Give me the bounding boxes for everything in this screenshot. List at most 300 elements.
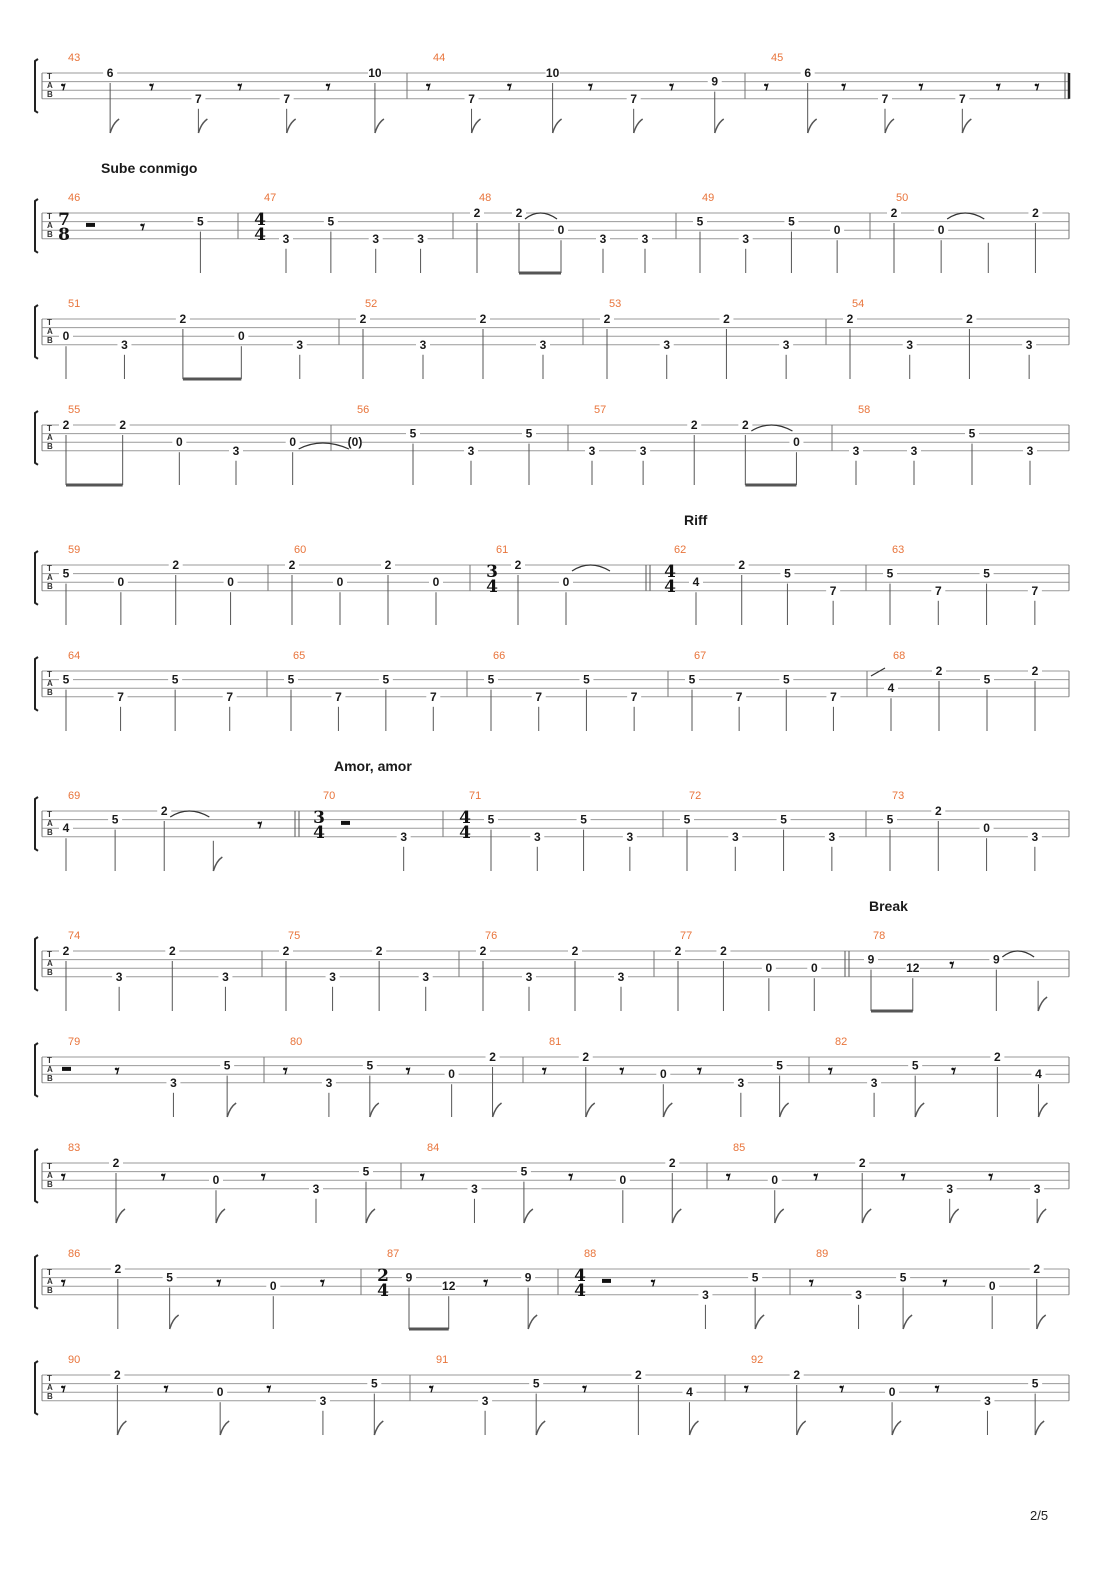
system-bracket [35,937,38,991]
fret-number: 0 [557,223,565,238]
fret-number: 5 [223,1058,231,1073]
measure-number: 45 [771,52,784,64]
tab-clef-letter: B [47,1286,53,1295]
fret-number: 3 [312,1181,320,1196]
system-bracket [35,1149,38,1203]
measure-number: 56 [357,404,370,416]
fret-number: 2 [288,558,296,572]
fret-number: 7 [283,91,291,106]
fret-number: 3 [1031,829,1039,844]
eighth-flag [374,1421,383,1435]
fret-number: 3 [232,443,240,458]
eighth-flag [528,1315,537,1329]
tie [572,565,610,571]
fret-number: 7 [829,583,837,598]
tab-clef-letter: B [47,90,53,99]
eighth-rest: 𝄾 [61,1378,66,1400]
measure-number: 68 [893,650,906,662]
fret-number: 2 [934,804,942,818]
measure-number: 76 [485,930,498,942]
measure-number: 61 [496,544,509,556]
tab-clef-letter: T [47,810,52,819]
fret-number: 9 [867,952,875,967]
measure-number: 48 [479,192,492,204]
eighth-flag [808,119,817,133]
tab-clef-letter: B [47,582,53,591]
eighth-flag [553,119,562,133]
fret-number: 5 [287,672,295,687]
measure-number: 62 [674,544,687,556]
eighth-rest: 𝄾 [257,814,263,836]
fret-number: 0 [216,1385,224,1400]
measure-number: 80 [290,1036,303,1048]
eighth-rest: 𝄾 [951,1060,957,1082]
fret-number: 0 [833,223,841,238]
half-rest [602,1279,611,1283]
fret-number: 0 [62,329,70,344]
measure-number: 90 [68,1354,81,1366]
eighth-rest: 𝄾 [809,1272,814,1294]
fret-number: 0 [175,435,183,450]
measure-number: 51 [68,298,81,310]
fret-number: 2 [375,944,383,958]
eighth-rest: 𝄾 [744,1378,749,1400]
fret-number: 3 [742,231,750,246]
eighth-flag [962,119,971,133]
measure-number: 84 [427,1142,440,1154]
fret-number: 2 [690,418,698,432]
eighth-rest: 𝄾 [320,1272,325,1294]
eighth-rest: 𝄾 [405,1060,411,1082]
tab-system [35,52,1069,133]
fret-number: 2 [479,944,487,958]
eighth-flag [715,119,724,133]
eighth-rest: 𝄾 [61,76,66,98]
eighth-rest: 𝄾 [114,1060,120,1082]
eighth-rest: 𝄾 [325,76,331,98]
eighth-rest: 𝄾 [764,76,769,98]
eighth-flag [198,119,207,133]
fret-number: 3 [1025,337,1033,352]
tab-clef-letter: T [47,1162,52,1171]
tab-clef-letter: A [47,679,53,688]
tab-system [35,544,1069,625]
time-signature-top: 4 [254,209,266,230]
measure-number: 59 [68,544,81,556]
measure-number: 58 [858,404,871,416]
fret-number: 3 [906,337,914,352]
fret-number: 7 [535,689,543,704]
tab-clef-letter: T [47,1268,52,1277]
fret-number: 3 [855,1287,862,1302]
tab-clef-letter: A [47,1383,53,1392]
fret-number: 5 [197,214,204,229]
tab-system [35,1354,1069,1435]
time-signature-top: 4 [664,561,676,582]
fret-number: 2 [720,944,727,958]
system-bracket [35,657,38,711]
eighth-flag [116,1209,125,1223]
fret-number: 5 [382,672,390,687]
fret-number: 2 [674,944,682,958]
measure-number: 49 [702,192,715,204]
fret-number: 5 [784,566,791,581]
fret-number: 7 [958,91,966,106]
fret-number: 3 [539,337,547,352]
eighth-rest: 𝄾 [568,1166,574,1188]
measure-number: 79 [68,1036,81,1048]
tab-clef-letter: B [47,828,53,837]
tie [170,811,209,817]
system-bracket [35,1043,38,1097]
tab-system [35,192,1069,273]
measure-number: 89 [816,1248,829,1260]
fret-number: 3 [170,1075,177,1090]
eighth-flag [1038,1103,1047,1117]
fret-number: 7 [735,689,743,704]
fret-number: 3 [372,231,380,246]
tab-clef-letter: A [47,959,53,968]
fret-number: 5 [899,1270,907,1285]
time-signature-bottom: 4 [664,576,676,597]
measure-number: 81 [549,1036,562,1048]
fret-number: 3 [599,231,607,246]
eighth-flag [903,1315,912,1329]
section-label: Sube conmigo [101,160,198,176]
tab-clef-letter: A [47,819,53,828]
tab-system [35,1248,1069,1329]
fret-number: 0 [336,575,344,590]
fret-number: 5 [525,426,533,441]
eighth-flag [1038,997,1047,1011]
tab-clef-letter: B [47,230,53,239]
fret-number: 0 [448,1067,455,1082]
fret-number: 5 [362,1164,370,1179]
fret-number: 3 [626,829,634,844]
fret-number: 0 [771,1173,779,1188]
eighth-rest: 𝄾 [996,76,1001,98]
fret-number: 0 [289,435,297,450]
fret-number: 6 [804,66,812,80]
tab-clef-letter: A [47,573,53,582]
fret-number: 2 [114,1262,122,1276]
measure-number: 50 [896,192,909,204]
fret-number: 2 [514,558,522,572]
fret-number: 3 [121,337,128,352]
measure-number: 71 [469,790,482,802]
measure-number: 60 [294,544,307,556]
fret-number: 3 [417,231,424,246]
eighth-rest: 𝄾 [839,1378,845,1400]
fret-number: 5 [171,672,179,687]
eighth-rest: 𝄾 [726,1166,731,1188]
fret-number: 4 [887,681,895,696]
eighth-rest: 𝄾 [237,76,243,98]
eighth-flag [689,1421,698,1435]
fret-number: 4 [686,1385,693,1400]
fret-number: 0 [810,961,818,976]
fret-number: 3 [471,1181,478,1196]
tab-clef-letter: T [47,670,52,679]
tab-clef-letter: T [47,1374,52,1383]
time-signature-top: 3 [486,561,498,582]
eighth-flag [915,1103,924,1117]
fret-number: 7 [429,689,437,704]
time-signature-bottom: 4 [254,224,266,245]
half-rest [86,223,95,227]
fret-number: 5 [983,672,991,687]
fret-number: 3 [617,969,625,984]
eighth-flag [493,1103,502,1117]
eighth-rest: 𝄾 [61,1166,66,1188]
fret-number: 5 [782,672,790,687]
fret-number: 12 [906,961,920,976]
eighth-flag [780,1103,789,1117]
fret-number: 2 [172,558,180,572]
tab-clef-letter: B [47,442,53,451]
fret-number: 2 [384,558,392,572]
eighth-flag [110,119,119,133]
measure-number: 54 [852,298,865,310]
time-signature-top: 4 [459,807,471,828]
tab-clef-letter: T [47,318,52,327]
fret-number: 5 [911,1058,919,1073]
eighth-flag [216,1209,225,1223]
measure-number: 66 [493,650,506,662]
fret-number: 3 [702,1287,709,1302]
fret-number: 5 [688,672,696,687]
fret-number: 5 [580,812,587,827]
fret-number: 3 [984,1393,991,1408]
fret-number: 3 [325,1075,333,1090]
fret-number: 6 [106,66,114,80]
fret-number: 3 [282,231,290,246]
eighth-rest: 𝄾 [918,76,924,98]
eighth-rest: 𝄾 [669,76,674,98]
system-bracket [35,1361,38,1415]
measure-number: 46 [68,192,81,204]
measure-number: 82 [835,1036,848,1048]
tie [947,213,984,219]
fret-number: 7 [881,91,889,106]
fret-number: 5 [62,566,70,581]
fret-number: 0 [765,961,773,976]
tab-system [35,930,1069,1011]
fret-number: 7 [630,689,638,704]
fret-number: 5 [751,1270,759,1285]
fret-number: 3 [663,337,671,352]
time-signature-bottom: 8 [58,224,70,245]
measure-number: 88 [584,1248,597,1260]
section-label: Riff [684,512,708,528]
measure-number: 86 [68,1248,81,1260]
eighth-flag [950,1209,959,1223]
fret-number: 3 [222,969,229,984]
measure-number: 87 [387,1248,400,1260]
fret-number: 5 [532,1376,540,1391]
fret-number: 5 [696,214,704,229]
fret-number: 5 [886,566,894,581]
eighth-flag [370,1103,379,1117]
fret-number: 3 [533,829,541,844]
tab-clef-letter: B [47,1074,53,1083]
tie [1002,951,1034,957]
time-signature-top: 4 [574,1265,586,1286]
fret-number: 3 [481,1393,489,1408]
eighth-rest: 𝄾 [949,954,955,976]
tab-clef-letter: A [47,81,53,90]
fret-number: 7 [117,689,124,704]
eighth-rest: 𝄾 [261,1166,266,1188]
measure-number: 91 [436,1354,449,1366]
eighth-rest: 𝄾 [1034,76,1040,98]
fret-number: 2 [1032,206,1039,220]
half-rest [62,1067,71,1071]
measure-number: 75 [288,930,301,942]
fret-number: 4 [62,821,70,836]
fret-number: 5 [968,426,976,441]
section-label: Break [869,898,908,914]
time-signature-bottom: 4 [377,1280,389,1301]
fret-number: 5 [886,812,894,827]
fret-number: 7 [830,689,837,704]
system-bracket [35,411,38,465]
fret-number: 3 [419,337,427,352]
system-bracket [35,797,38,851]
fret-number: 5 [409,426,417,441]
eighth-rest: 𝄾 [429,1378,434,1400]
fret-number: 5 [366,1058,374,1073]
eighth-rest: 𝄾 [149,76,155,98]
fret-number: 2 [793,1368,801,1382]
measure-number: 78 [873,930,886,942]
eighth-flag [375,119,384,133]
fret-number: 2 [741,418,749,432]
fret-number: 5 [776,1058,783,1073]
fret-number: 0 [117,575,125,590]
section-label: Amor, amor [334,758,412,774]
fret-number: 2 [114,1368,121,1382]
fret-number: 5 [487,812,495,827]
time-signature-top: 7 [58,209,70,230]
tab-clef-letter: T [47,72,52,81]
fret-number: 3 [525,969,533,984]
fret-number: 0 [562,575,570,590]
tab-clef-letter: A [47,433,53,442]
fret-number: 2 [635,1368,642,1382]
eighth-flag [755,1315,764,1329]
tab-clef-letter: B [47,688,53,697]
fret-number: 0 [937,223,945,238]
fret-number: 2 [582,1050,590,1064]
eighth-flag [885,119,894,133]
fret-number: 2 [62,418,70,432]
fret-number: 5 [487,672,495,687]
fret-number: 3 [639,443,647,458]
eighth-flag [892,1421,901,1435]
fret-number: 2 [112,1156,120,1170]
tab-clef-letter: T [47,950,52,959]
measure-number: 44 [433,52,446,64]
system-bracket [35,199,38,253]
fret-number: 0 [227,575,234,590]
fret-number: 3 [329,969,336,984]
eighth-rest: 𝄾 [619,1060,625,1082]
eighth-flag [775,1209,784,1223]
tab-clef-letter: A [47,221,53,230]
fret-number: 7 [1031,583,1039,598]
tie [299,443,349,449]
tab-system [35,298,1069,379]
measure-number: 70 [323,790,336,802]
fret-number: 0 [888,1385,896,1400]
fret-number: 5 [788,214,795,229]
fret-number: 3 [422,969,430,984]
eighth-rest: 𝄾 [934,1378,940,1400]
fret-number: 10 [545,66,560,80]
eighth-rest: 𝄾 [483,1272,489,1294]
fret-number: 2 [515,206,523,220]
fret-number: 3 [1033,1181,1041,1196]
eighth-rest: 𝄾 [140,216,145,238]
measure-number: 63 [892,544,905,556]
fret-number: 0 [619,1173,627,1188]
time-signature-bottom: 4 [486,576,498,597]
fret-number: 3 [588,443,596,458]
fret-number: 3 [737,1075,745,1090]
measure-number: 92 [751,1354,764,1366]
tab-clef-letter: T [47,212,52,221]
fret-number: 3 [641,231,649,246]
tab-clef-letter: B [47,1392,53,1401]
fret-number: 2 [473,206,481,220]
time-signature-bottom: 4 [313,822,325,843]
page-number: 2/5 [1030,1508,1049,1523]
eighth-rest: 𝄾 [582,1378,588,1400]
eighth-flag [524,1209,533,1223]
eighth-flag [170,1315,179,1329]
tab-clef-letter: T [47,1056,52,1065]
fret-number: 3 [731,829,739,844]
fret-number: 5 [780,812,787,827]
eighth-flag [227,1103,236,1117]
eighth-flag [862,1209,871,1223]
fret-number: 5 [1031,1376,1039,1391]
fret-number: 3 [467,443,475,458]
eighth-rest: 𝄾 [216,1272,222,1294]
fret-number: 10 [368,66,382,80]
tab-clef-letter: T [47,424,52,433]
time-signature-bottom: 4 [574,1280,586,1301]
fret-number: 2 [603,312,611,326]
fret-number: 7 [226,689,234,704]
fret-number: 9 [992,952,1000,967]
system-bracket [35,59,38,113]
fret-number: 5 [583,672,590,687]
fret-number: 9 [711,74,719,89]
half-rest [341,821,350,825]
fret-number: 3 [1026,443,1034,458]
fret-number: 2 [168,944,176,958]
system-bracket [35,305,38,359]
measure-number: 55 [68,404,81,416]
fret-number: 9 [524,1270,532,1285]
measure-number: 67 [694,650,707,662]
eighth-flag [213,857,222,871]
fret-number: 0 [793,435,800,450]
fret-number: 2 [179,312,187,326]
measure-number: 77 [680,930,693,942]
